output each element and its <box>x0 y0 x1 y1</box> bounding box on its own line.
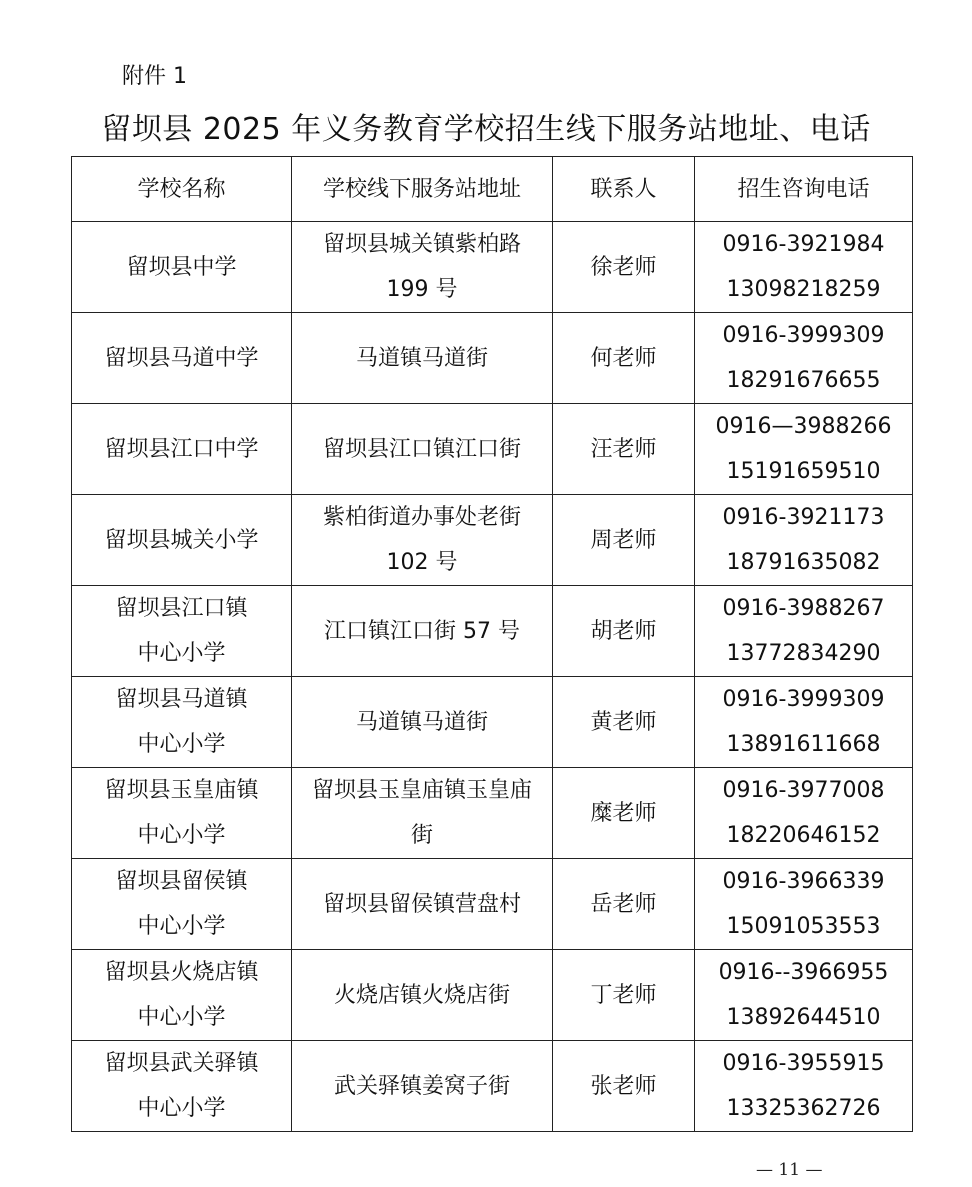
phone-cell <box>695 313 913 404</box>
service-address-cell-line: 武关驿镇姜窝子街 <box>333 1073 510 1099</box>
service-address-cell-line: 马道镇马道街 <box>355 709 488 735</box>
contact-person-cell: 汪老师 <box>553 404 695 495</box>
phone-cell-line: 0916-3999309 <box>722 323 885 348</box>
school-name-cell <box>72 677 292 768</box>
phone-cell-line: 0916-3977008 <box>722 778 885 803</box>
service-address-cell <box>292 859 553 950</box>
school-name-cell <box>72 586 292 677</box>
school-name-cell-line: 留坝县玉皇庙镇 <box>104 778 259 803</box>
service-address-cell <box>292 586 553 677</box>
service-address-cell <box>292 768 553 859</box>
school-name-cell <box>72 222 292 313</box>
contact-person-cell: 黄老师 <box>553 677 695 768</box>
phone-cell <box>695 768 913 859</box>
phone-cell-line: 0916-3921173 <box>722 505 885 530</box>
service-address-cell <box>292 313 553 404</box>
school-name-cell-line: 留坝县城关小学 <box>104 527 259 553</box>
phone-cell-line: 0916-3955915 <box>722 1051 885 1076</box>
phone-cell <box>695 1041 913 1132</box>
school-name-cell <box>72 859 292 950</box>
service-address-cell-line: 街 <box>410 823 433 848</box>
service-address-cell-line: 马道镇马道街 <box>355 345 488 371</box>
phone-cell-line: 0916-3988267 <box>722 596 885 621</box>
table-row <box>72 313 913 404</box>
service-address-cell-line: 102 号 <box>386 550 458 575</box>
table-row <box>72 222 913 313</box>
school-name-cell-line: 中心小学 <box>137 823 226 848</box>
school-name-cell-line: 留坝县武关驿镇 <box>104 1051 259 1076</box>
school-name-cell <box>72 768 292 859</box>
phone-cell-line: 0916--3966955 <box>718 960 889 985</box>
phone-cell-line: 18220646152 <box>726 823 881 848</box>
contact-person-cell: 张老师 <box>553 1041 695 1132</box>
service-address-cell-line: 紫柏街道办事处老街 <box>322 505 521 530</box>
phone-cell-line: 0916-3921984 <box>722 232 885 257</box>
school-name-cell-line: 留坝县江口中学 <box>104 436 259 462</box>
service-address-cell <box>292 404 553 495</box>
service-address-cell-line: 火烧店镇火烧店街 <box>333 982 510 1008</box>
page-number: — 11 — <box>756 1160 823 1180</box>
phone-cell-line: 0916-3966339 <box>722 869 885 894</box>
header-enrollment-phone: 招生咨询电话 <box>695 157 913 222</box>
header-service-address: 学校线下服务站地址 <box>292 157 553 222</box>
school-name-cell <box>72 1041 292 1132</box>
service-address-cell <box>292 950 553 1041</box>
phone-cell-line: 18291676655 <box>726 368 881 393</box>
table-row <box>72 586 913 677</box>
header-contact-person: 联系人 <box>553 157 695 222</box>
contact-person-cell: 胡老师 <box>553 586 695 677</box>
contact-person-cell: 岳老师 <box>553 859 695 950</box>
phone-cell-line: 13772834290 <box>726 641 881 666</box>
table-row <box>72 768 913 859</box>
school-name-cell <box>72 950 292 1041</box>
document-title: 留坝县 2025 年义务教育学校招生线下服务站地址、电话 <box>101 112 871 147</box>
attachment-label: 附件 1 <box>122 64 187 89</box>
phone-cell-line: 13325362726 <box>726 1096 881 1121</box>
school-name-cell-line: 中心小学 <box>137 1096 226 1121</box>
enrollment-service-table <box>71 156 913 1132</box>
phone-cell-line: 13891611668 <box>726 732 881 757</box>
phone-cell-line: 0916—3988266 <box>715 414 892 439</box>
contact-person-cell: 周老师 <box>553 495 695 586</box>
school-name-cell-line: 中心小学 <box>137 1005 226 1030</box>
table-body <box>72 222 913 1132</box>
contact-person-cell: 糜老师 <box>553 768 695 859</box>
school-name-cell-line: 留坝县火烧店镇 <box>104 960 259 985</box>
phone-cell <box>695 495 913 586</box>
school-name-cell <box>72 495 292 586</box>
phone-cell <box>695 404 913 495</box>
table-header-row <box>72 157 913 222</box>
school-name-cell-line: 中心小学 <box>137 732 226 757</box>
school-name-cell <box>72 404 292 495</box>
table-row <box>72 677 913 768</box>
phone-cell <box>695 677 913 768</box>
school-name-cell-line: 留坝县马道中学 <box>104 345 259 371</box>
phone-cell-line: 13892644510 <box>726 1005 881 1030</box>
contact-person-cell: 何老师 <box>553 313 695 404</box>
service-address-cell <box>292 677 553 768</box>
table-row <box>72 495 913 586</box>
service-address-cell <box>292 1041 553 1132</box>
school-name-cell-line: 留坝县中学 <box>126 254 237 280</box>
phone-cell <box>695 222 913 313</box>
school-name-cell-line: 留坝县留侯镇 <box>115 869 248 894</box>
contact-person-cell: 丁老师 <box>553 950 695 1041</box>
school-name-cell-line: 中心小学 <box>137 914 226 939</box>
phone-cell-line: 13098218259 <box>726 277 881 302</box>
service-address-cell-line: 留坝县城关镇紫柏路 <box>322 232 521 257</box>
service-address-cell-line: 江口镇江口街 57 号 <box>324 618 520 644</box>
service-address-cell-line: 留坝县江口镇江口街 <box>322 436 521 462</box>
service-address-cell-line: 199 号 <box>386 277 458 302</box>
service-address-cell-line: 留坝县玉皇庙镇玉皇庙 <box>311 778 532 803</box>
phone-cell-line: 15191659510 <box>726 459 881 484</box>
school-name-cell-line: 留坝县马道镇 <box>115 687 248 712</box>
table-row <box>72 950 913 1041</box>
table-row <box>72 1041 913 1132</box>
school-name-cell <box>72 313 292 404</box>
contact-person-cell: 徐老师 <box>553 222 695 313</box>
phone-cell-line: 0916-3999309 <box>722 687 885 712</box>
phone-cell <box>695 859 913 950</box>
phone-cell <box>695 950 913 1041</box>
phone-cell <box>695 586 913 677</box>
phone-cell-line: 15091053553 <box>726 914 881 939</box>
table-row <box>72 404 913 495</box>
school-name-cell-line: 中心小学 <box>137 641 226 666</box>
header-school-name: 学校名称 <box>72 157 292 222</box>
service-address-cell <box>292 222 553 313</box>
table-row <box>72 859 913 950</box>
service-address-cell <box>292 495 553 586</box>
school-name-cell-line: 留坝县江口镇 <box>115 596 248 621</box>
phone-cell-line: 18791635082 <box>726 550 881 575</box>
service-address-cell-line: 留坝县留侯镇营盘村 <box>322 891 521 917</box>
